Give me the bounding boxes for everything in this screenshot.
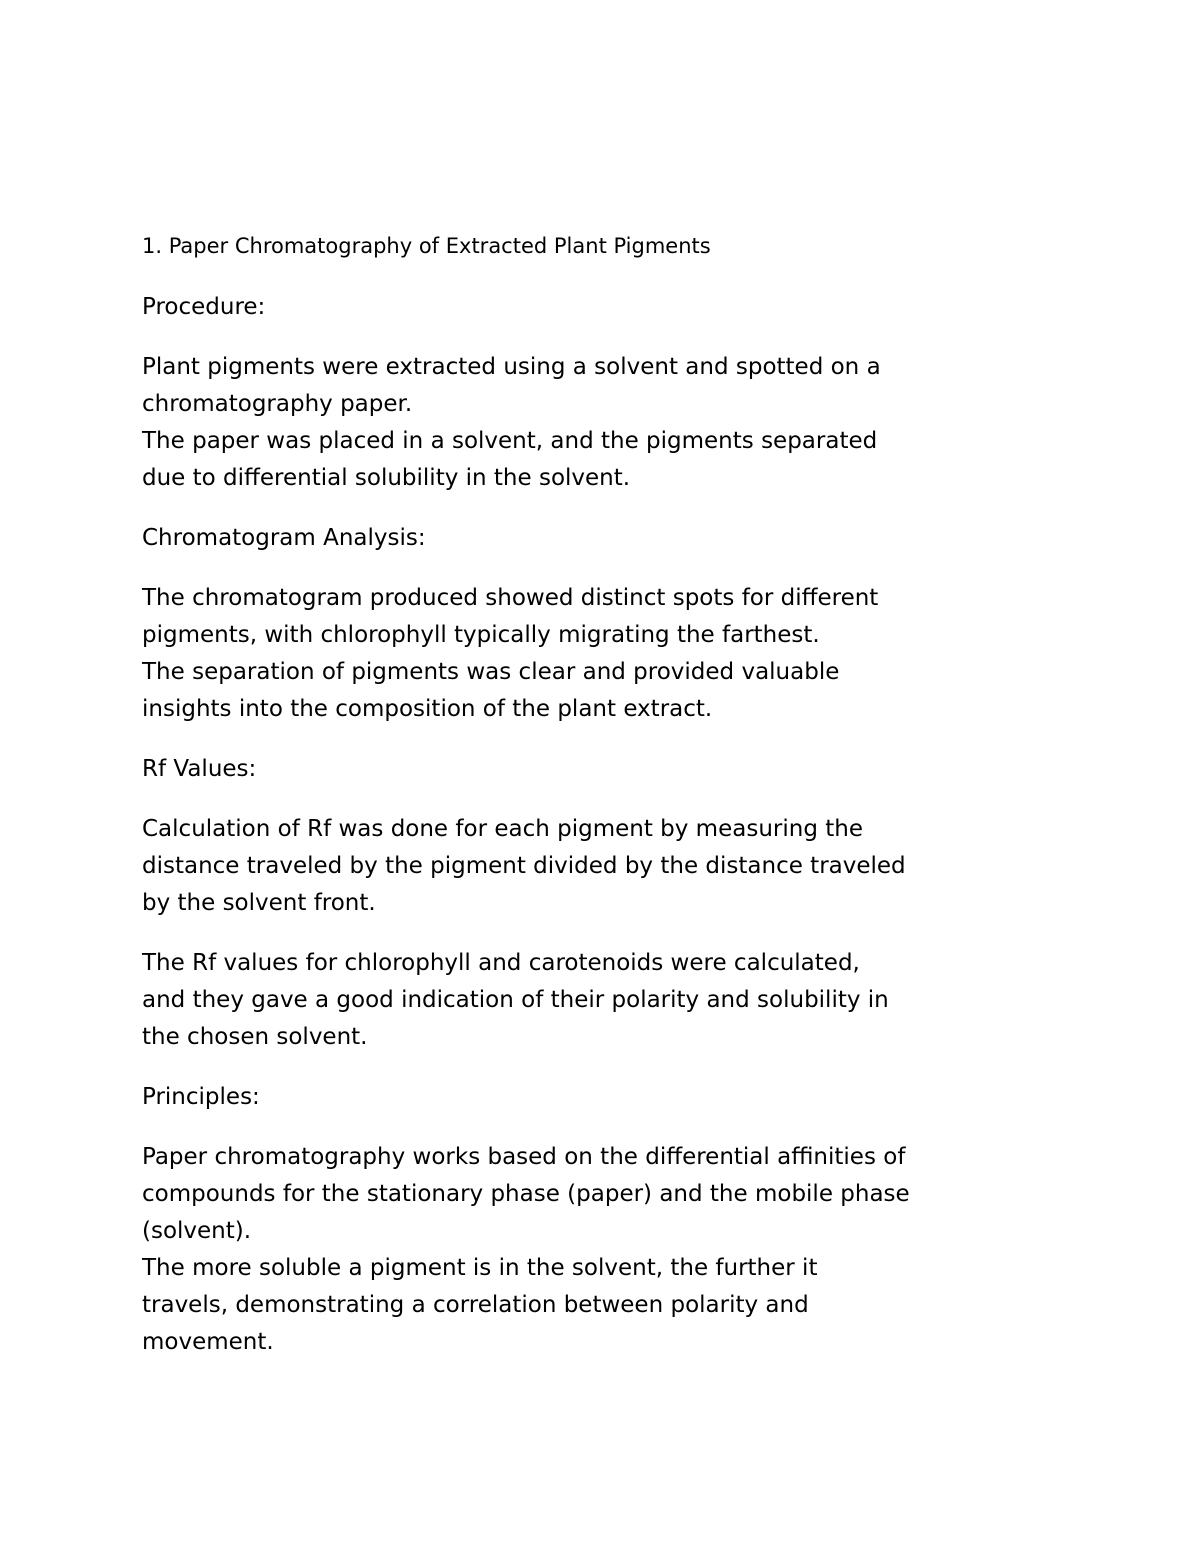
procedure-paragraph: Plant pigments were extracted using a solvent and spotted on a chromatography paper. The paper was placed in a solvent, and the pigments separated due to differential solubility in the solvent. — [142, 354, 881, 491]
rf-values-paragraph-2: The Rf values for chlorophyll and carotenoids were calculated, and they gave a good indication of their polarity and solubility in the chosen solvent. — [142, 950, 889, 1050]
section-heading-rf-values: Rf Values: — [142, 756, 257, 782]
document-page — [142, 228, 1072, 1384]
section-heading-principles: Principles: — [142, 1084, 260, 1110]
rf-values-paragraph-1: Calculation of Rf was done for each pigment by measuring the distance traveled by the pigment divided by the distance traveled by the solvent front. — [142, 816, 906, 916]
chromatogram-analysis-paragraph: The chromatogram produced showed distinct spots for different pigments, with chlorophyll typically migrating the farthest. The separation of pigments was clear and provided valuable insights into the composition of the plant extract. — [142, 585, 879, 722]
section-heading-chromatogram-analysis: Chromatogram Analysis: — [142, 525, 426, 551]
section-heading-procedure: Procedure: — [142, 294, 266, 320]
document-title: 1. Paper Chromatography of Extracted Plant Pigments — [142, 234, 711, 258]
principles-paragraph: Paper chromatography works based on the differential affinities of compounds for the stationary phase (paper) and the mobile phase (solvent). The more soluble a pigment is in the solvent, the further it travels, demonstrating a correlation between polarity and movement. — [142, 1144, 910, 1355]
